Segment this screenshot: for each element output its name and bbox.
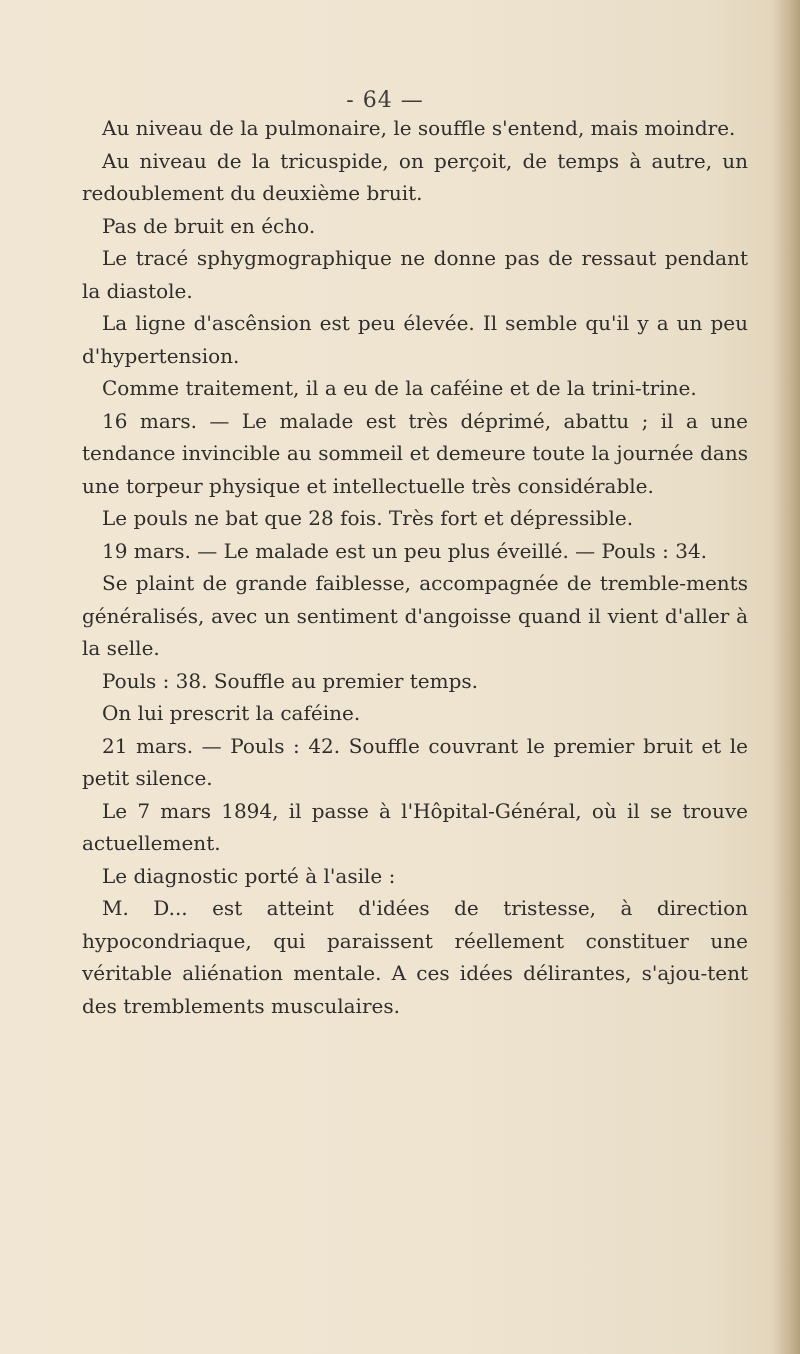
paragraph: 19 mars. — Le malade est un peu plus éveillé. — Pouls : 34. xyxy=(102,538,708,563)
paragraph: Le diagnostic porté à l'asile : xyxy=(102,863,396,888)
paragraph: La ligne d'ascênsion est peu élevée. Il semble qu'il y a un peu d'hypertension. xyxy=(82,311,748,368)
paragraph: Le pouls ne bat que 28 fois. Très fort et dépressible. xyxy=(102,506,634,530)
paragraph: Pas de bruit en écho. xyxy=(102,213,316,238)
paragraph: On lui prescrit la caféine. xyxy=(102,701,361,725)
paragraph: Se plaint de grande faiblesse, accompagnée de tremble-ments généralisés, avec un sentiment d'angoisse quand il vient d'aller à la selle. xyxy=(82,571,748,660)
paragraph: Au niveau de la tricuspide, on perçoit, de temps à autre, un redoublement du deuxième bruit. xyxy=(82,148,748,205)
paragraph: Pouls : 38. Souffle au premier temps. xyxy=(102,668,479,693)
paragraph: Comme traitement, il a eu de la caféine et de la trini-trine. xyxy=(102,376,697,400)
paragraph: Le 7 mars 1894, il passe à l'Hôpital-Général, où il se trouve actuellement. xyxy=(82,798,748,855)
body-text xyxy=(82,112,748,1022)
page-number: - 64 — xyxy=(346,88,424,113)
paragraph: M. D... est atteint d'idées de tristesse, à direction hypocondriaque, qui paraissent réellement constituer une véritable aliénation mentale. A ces idées délirantes, s'ajou-tent des tremblements musculaires. xyxy=(82,896,748,1018)
paragraph: Au niveau de la pulmonaire, le souffle s'entend, mais moindre. xyxy=(102,116,736,140)
page-edge-shadow xyxy=(774,0,800,1354)
paragraph: Le tracé sphygmographique ne donne pas de ressaut pendant la diastole. xyxy=(82,246,748,303)
paragraph: 16 mars. — Le malade est très déprimé, abattu ; il a une tendance invincible au sommeil et demeure toute la journée dans une torpeur physique et intellectuelle très considérable. xyxy=(82,408,748,498)
paragraph: 21 mars. — Pouls : 42. Souffle couvrant le premier bruit et le petit silence. xyxy=(82,733,748,790)
